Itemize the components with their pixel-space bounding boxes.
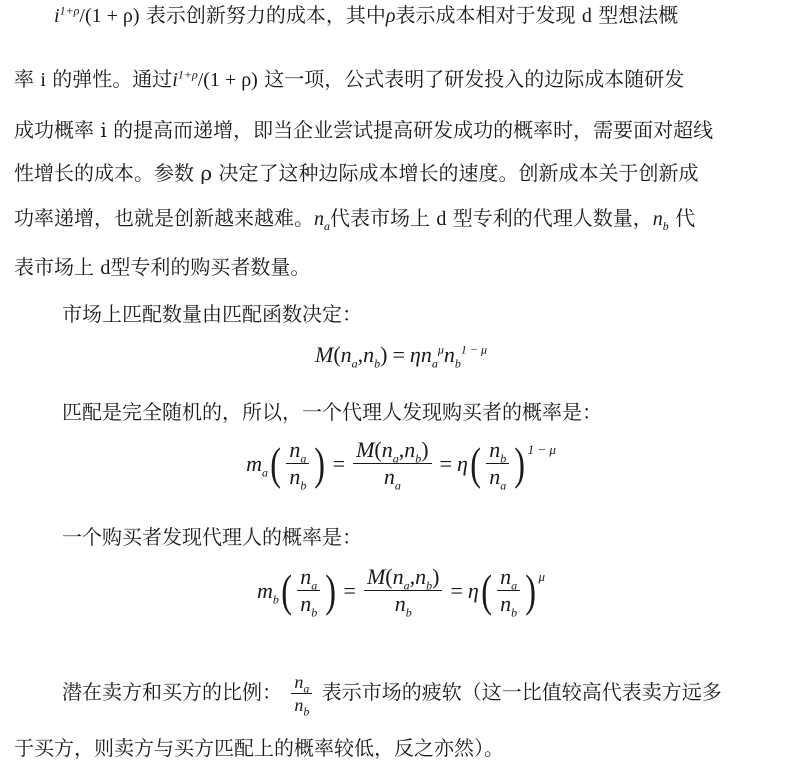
para4-text: 一个购买者发现代理人的概率是： [62, 525, 362, 549]
market-ratio-fraction: $\frac{n_a}{n_b}$ [291, 672, 312, 715]
para2-text: 市场上匹配数量由匹配函数决定： [62, 302, 362, 326]
cost-term-formula-inline: $i^{1+\rho}$ [172, 67, 198, 91]
para5-line2: 于买方，则卖方与买方匹配上的概率较低，反之亦然）。 [14, 736, 504, 760]
cost-term-formula: $i^{1+\rho}$ [54, 3, 80, 27]
para1-line4: 性增长的成本。参数 ρ 决定了这种边际成本增长的速度。创新成本关于创新成 [14, 161, 699, 185]
para1-line6: 表市场上 d型专利的购买者数量。 [14, 255, 311, 279]
para1-line2: 率 i 的弹性。通过$i^{1+\rho}/(1 + \rho)$ 这一项，公式表明了研发投入的边际成本随研发 [14, 67, 685, 91]
buyer-probability-equation: $m_b$ ( $\frac{n_a}{n_b}$ ) = $\frac{M(n_a,n_b)}{n_b}$ = η ( $\frac{n_a}{n_b}$ ) μ [257, 564, 545, 620]
para3-text: 匹配是完全随机的，所以，一个代理人发现购买者的概率是： [62, 400, 602, 424]
n-b-symbol: $n_b$ [652, 208, 669, 233]
matching-function-equation: $M(n_a,n_b) = \eta n_a^\mu n_b^{1 - \mu}$ [315, 342, 487, 371]
para1-line3: 成功概率 i 的提高而递增，即当企业尝试提高研发成功的概率时，需要面对超线 [14, 118, 714, 142]
para1-line1: $i^{1+\rho}/(1 + \rho)$ 表示创新努力的成本，其中ρ表示成本相对于发现 d 型想法概 [54, 3, 679, 27]
agent-probability-equation: $m_a$ ( $\frac{n_a}{n_b}$ ) = $\frac{M(n_a,n_b)}{n_a}$ = η ( $\frac{n_b}{n_a}$ ) 1 − μ [246, 437, 556, 493]
n-a-symbol: $n_a$ [314, 208, 330, 233]
para5-line1: 潜在卖方和买方的比例： $\frac{n_a}{n_b}$ 表示市场的疲软（这一比值较高代表卖方远多 [62, 672, 722, 719]
para1-line5: 功率递增，也就是创新越来越难。$n_a$代表市场上 d 型专利的代理人数量，$n_b$ 代 [14, 206, 696, 233]
